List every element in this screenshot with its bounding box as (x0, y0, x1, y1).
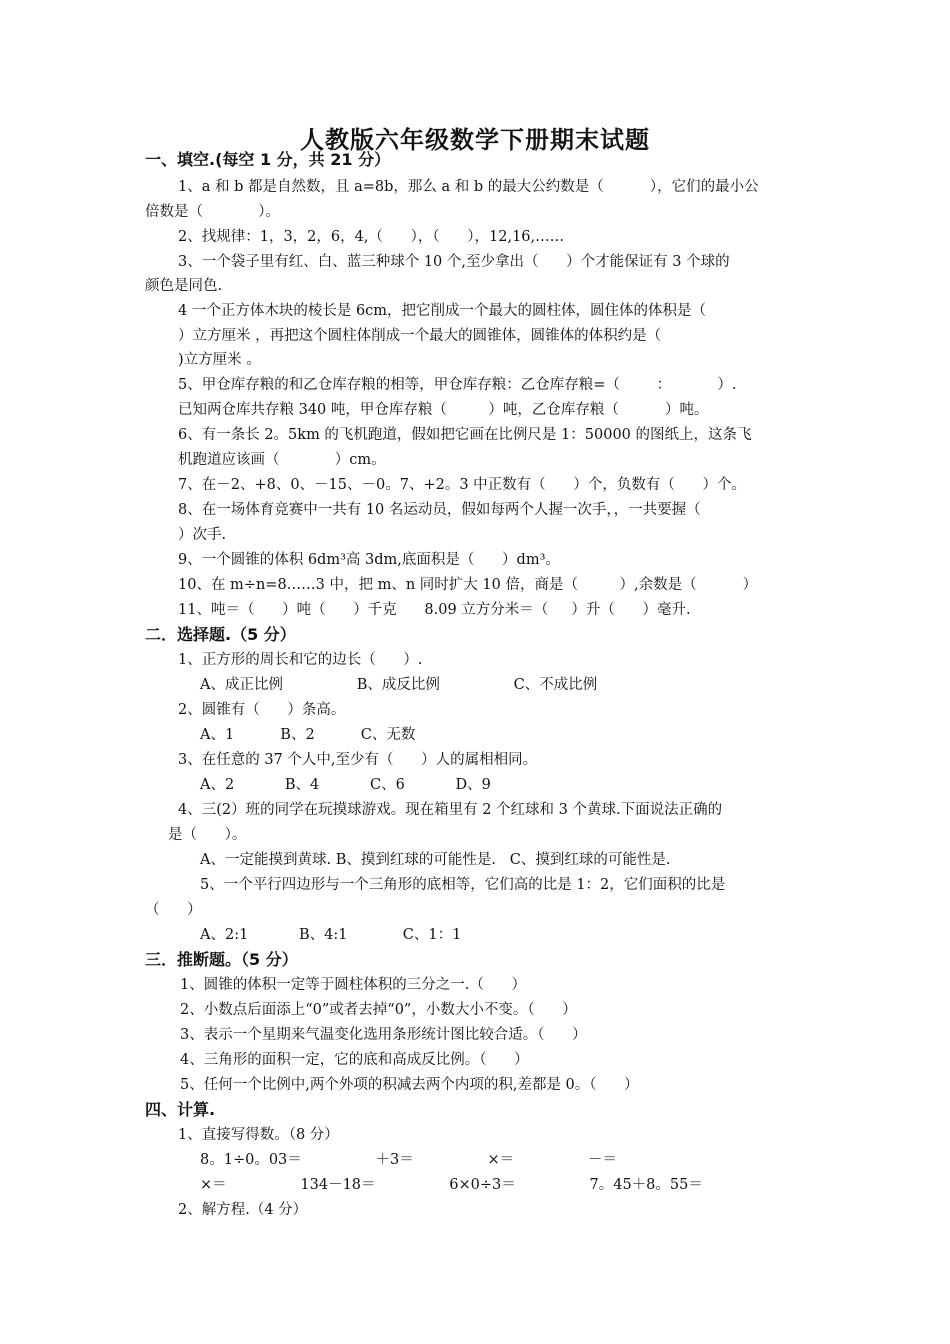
fill-q4-line1: 4 一个正方体木块的棱长是 6cm，把它削成一个最大的圆柱体，圆住体的体积是（ (178, 303, 707, 319)
fill-q5-line1: 5、甲仓库存粮的和乙仓库存粮的相等，甲仓库存粮：乙仓库存粮=（ ： ）. (178, 377, 737, 393)
calc-row2: ×＝ 134－18＝ 6×0÷3＝ 7。45＋8。55＝ (200, 1177, 703, 1193)
choice-q5-options: A、2:1 B、4:1 C、1：1 (200, 927, 462, 943)
section1-heading: 一、填空.(每空 1 分，共 21 分） (145, 150, 391, 169)
page-title: 人教版六年级数学下册期末试题 (300, 126, 650, 154)
fill-q10: 10、在 m÷n=8……3 中，把 m、n 同时扩大 10 倍，商是（ ）,余数是（ ） (178, 577, 758, 593)
judge-q2: 2、小数点后面添上“0”或者去掉“0”，小数大小不变。（ ） (180, 1002, 577, 1018)
choice-q1: 1、正方形的周长和它的边长（ ）. (178, 652, 423, 668)
choice-q4-options: A、一定能摸到黄球. B、摸到红球的可能性是. C、摸到红球的可能性是. (200, 852, 671, 868)
calc-q1: 1、直接写得数。（8 分） (178, 1127, 339, 1143)
fill-q8-line2: ）次手. (178, 527, 227, 543)
fill-q11: 11、吨＝（ ）吨（ ）千克 8.09 立方分米＝（ ）升（ ）毫升. (178, 602, 691, 618)
choice-q5-line1: 5、一个平行四边形与一个三角形的底相等，它们高的比是 1：2，它们面积的比是 (200, 877, 726, 893)
choice-q4-line1: 4、三(2）班的同学在玩摸球游戏。现在箱里有 2 个红球和 3 个黄球.下面说法正确的 (178, 802, 723, 818)
fill-q4-line3: )立方厘米 。 (178, 352, 261, 368)
calc-row1: 8。1÷0。03＝ ＋3＝ ×＝ －＝ (200, 1152, 617, 1168)
section2-heading: 二．选择题.（5 分） (145, 625, 296, 644)
fill-q2: 2、找规律：1，3，2，6，4,（ ），（ ），12,16,…… (178, 229, 565, 245)
fill-q8-line1: 8、在一场体育竞赛中一共有 10 名运动员，假如每两个人握一次手，，一共要握（ (178, 502, 701, 518)
choice-q2: 2、圆锥有（ ）条高。 (178, 702, 346, 718)
fill-q4-line2: ）立方厘米 ，再把这个圆柱体削成一个最大的圆锥体，圆锥体的体积约是（ (178, 328, 662, 344)
section4-heading: 四、计算. (145, 1100, 216, 1119)
fill-q7: 7、在－2、+8、0、－15、－0。7、+2。3 中正数有（ ）个，负数有（ ）个。 (178, 477, 746, 493)
choice-q2-options: A、1 B、2 C、无数 (200, 727, 416, 743)
choice-q4-line2: 是（ ）。 (168, 827, 247, 843)
choice-q3-options: A、2 B、4 C、6 D、9 (200, 777, 491, 793)
fill-q3-line2: 颜色是同色. (145, 278, 223, 294)
choice-q1-options: A、成正比例 B、成反比例 C、不成比例 (200, 677, 598, 693)
fill-q6-line2: 机跑道应该画（ ）cm。 (178, 452, 386, 468)
judge-q1: 1、圆锥的体积一定等于圆柱体积的三分之一.（ ） (180, 977, 526, 993)
fill-q6-line1: 6、有一条长 2。5km 的飞机跑道，假如把它画在比例尺是 1：50000 的图纸上，这条飞 (178, 427, 752, 443)
fill-q9: 9、一个圆锥的体积 6dm³高 3dm,底面积是（ ）dm³。 (178, 552, 560, 568)
fill-q3-line1: 3、一个袋子里有红、白、蓝三种球个 10 个,至少拿出（ ）个才能保证有 3 个球的 (178, 254, 730, 270)
judge-q4: 4、三角形的面积一定，它的底和高成反比例。（ ） (180, 1052, 529, 1068)
judge-q3: 3、表示一个星期来气温变化选用条形统计图比较合适。（ ） (180, 1027, 587, 1043)
fill-q1-line2: 倍数是（ ）。 (145, 204, 281, 220)
fill-q1-line1: 1、a 和 b 都是自然数，且 a=8b，那么 a 和 b 的最大公约数是（ ），它们的最小公 (178, 179, 759, 195)
judge-q5: 5、任何一个比例中,两个外项的积减去两个内项的积,差都是 0。（ ） (180, 1077, 639, 1093)
choice-q5-line2: （ ） (145, 902, 202, 918)
fill-q5-line2: 已知两仓库共存粮 340 吨，甲仓库存粮（ ）吨，乙仓库存粮（ ）吨。 (178, 402, 709, 418)
choice-q3: 3、在任意的 37 个人中,至少有（ ）人的属相相同。 (178, 752, 538, 768)
section3-heading: 三．推断题。（5 分） (145, 950, 298, 969)
calc-q2: 2、解方程.（4 分） (178, 1202, 308, 1218)
